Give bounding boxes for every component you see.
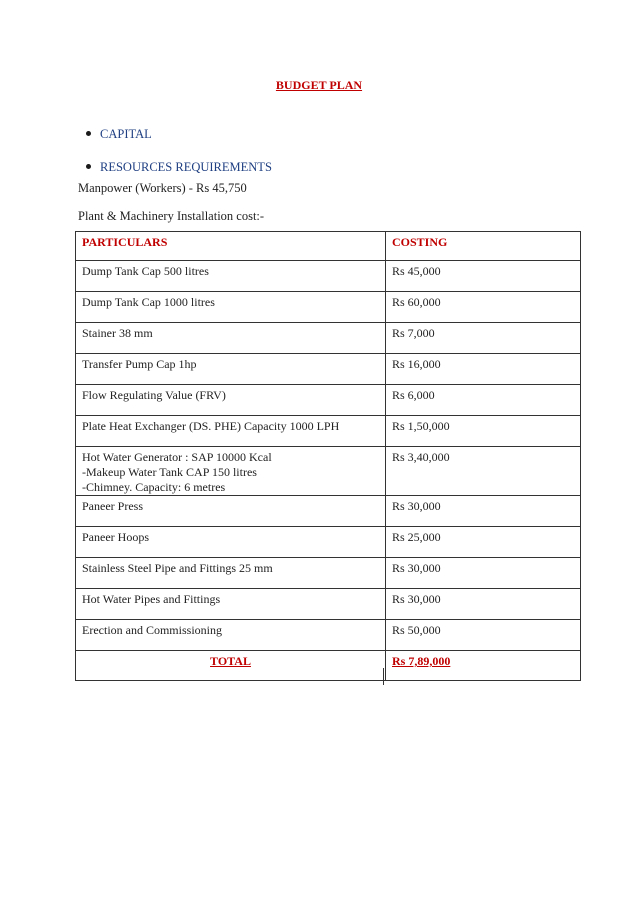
row-item-multiline [76,447,386,496]
row-item: Paneer Press [76,496,386,527]
row-cost: Rs 7,000 [386,323,581,354]
total-label: TOTAL [76,651,386,681]
header-particulars: PARTICULARS [76,232,386,261]
bullet-dot-icon [86,131,91,136]
row-cost: Rs 16,000 [386,354,581,385]
row-cost: Rs 30,000 [386,496,581,527]
total-row [76,651,581,681]
row-item-line: Hot Water Generator : SAP 10000 Kcal [82,450,272,464]
row-cost: Rs 6,000 [386,385,581,416]
row-cost: Rs 45,000 [386,261,581,292]
table-row [76,496,581,527]
table-row [76,323,581,354]
row-item: Dump Tank Cap 500 litres [76,261,386,292]
table-row [76,527,581,558]
manpower-line: Manpower (Workers) - Rs 45,750 [78,181,247,195]
table-row [76,385,581,416]
row-item-line: -Makeup Water Tank CAP 150 litres [82,465,257,479]
row-item: Paneer Hoops [76,527,386,558]
table-row [76,292,581,323]
bullet-dot-icon [86,164,91,169]
table-row [76,447,581,496]
table-trailing-divider [383,668,384,685]
bullet-item-capital [100,125,272,158]
plant-heading: Plant & Machinery Installation cost:- [78,209,265,223]
table-row [76,261,581,292]
row-item-line: -Chimney. Capacity: 6 metres [82,480,226,494]
row-cost: Rs 3,40,000 [386,447,581,496]
header-costing: COSTING [386,232,581,261]
row-cost: Rs 50,000 [386,620,581,651]
row-cost: Rs 60,000 [386,292,581,323]
bullet-label: RESOURCES REQUIREMENTS [100,160,272,174]
table-row [76,589,581,620]
row-cost: Rs 30,000 [386,558,581,589]
row-cost: Rs 25,000 [386,527,581,558]
page-title: BUDGET PLAN [275,78,363,92]
row-cost: Rs 1,50,000 [386,416,581,447]
table-row [76,354,581,385]
row-cost: Rs 30,000 [386,589,581,620]
table-row [76,558,581,589]
row-item: Erection and Commissioning [76,620,386,651]
row-item: Stainer 38 mm [76,323,386,354]
row-item: Plate Heat Exchanger (DS. PHE) Capacity 1000 LPH [76,416,386,447]
budget-table [75,231,581,681]
row-item: Flow Regulating Value (FRV) [76,385,386,416]
total-cost: Rs 7,89,000 [386,651,581,681]
table-row [76,620,581,651]
table-header-row [76,232,581,261]
row-item: Transfer Pump Cap 1hp [76,354,386,385]
row-item: Dump Tank Cap 1000 litres [76,292,386,323]
row-item: Hot Water Pipes and Fittings [76,589,386,620]
row-item: Stainless Steel Pipe and Fittings 25 mm [76,558,386,589]
bullet-label: CAPITAL [100,127,152,141]
table-row [76,416,581,447]
